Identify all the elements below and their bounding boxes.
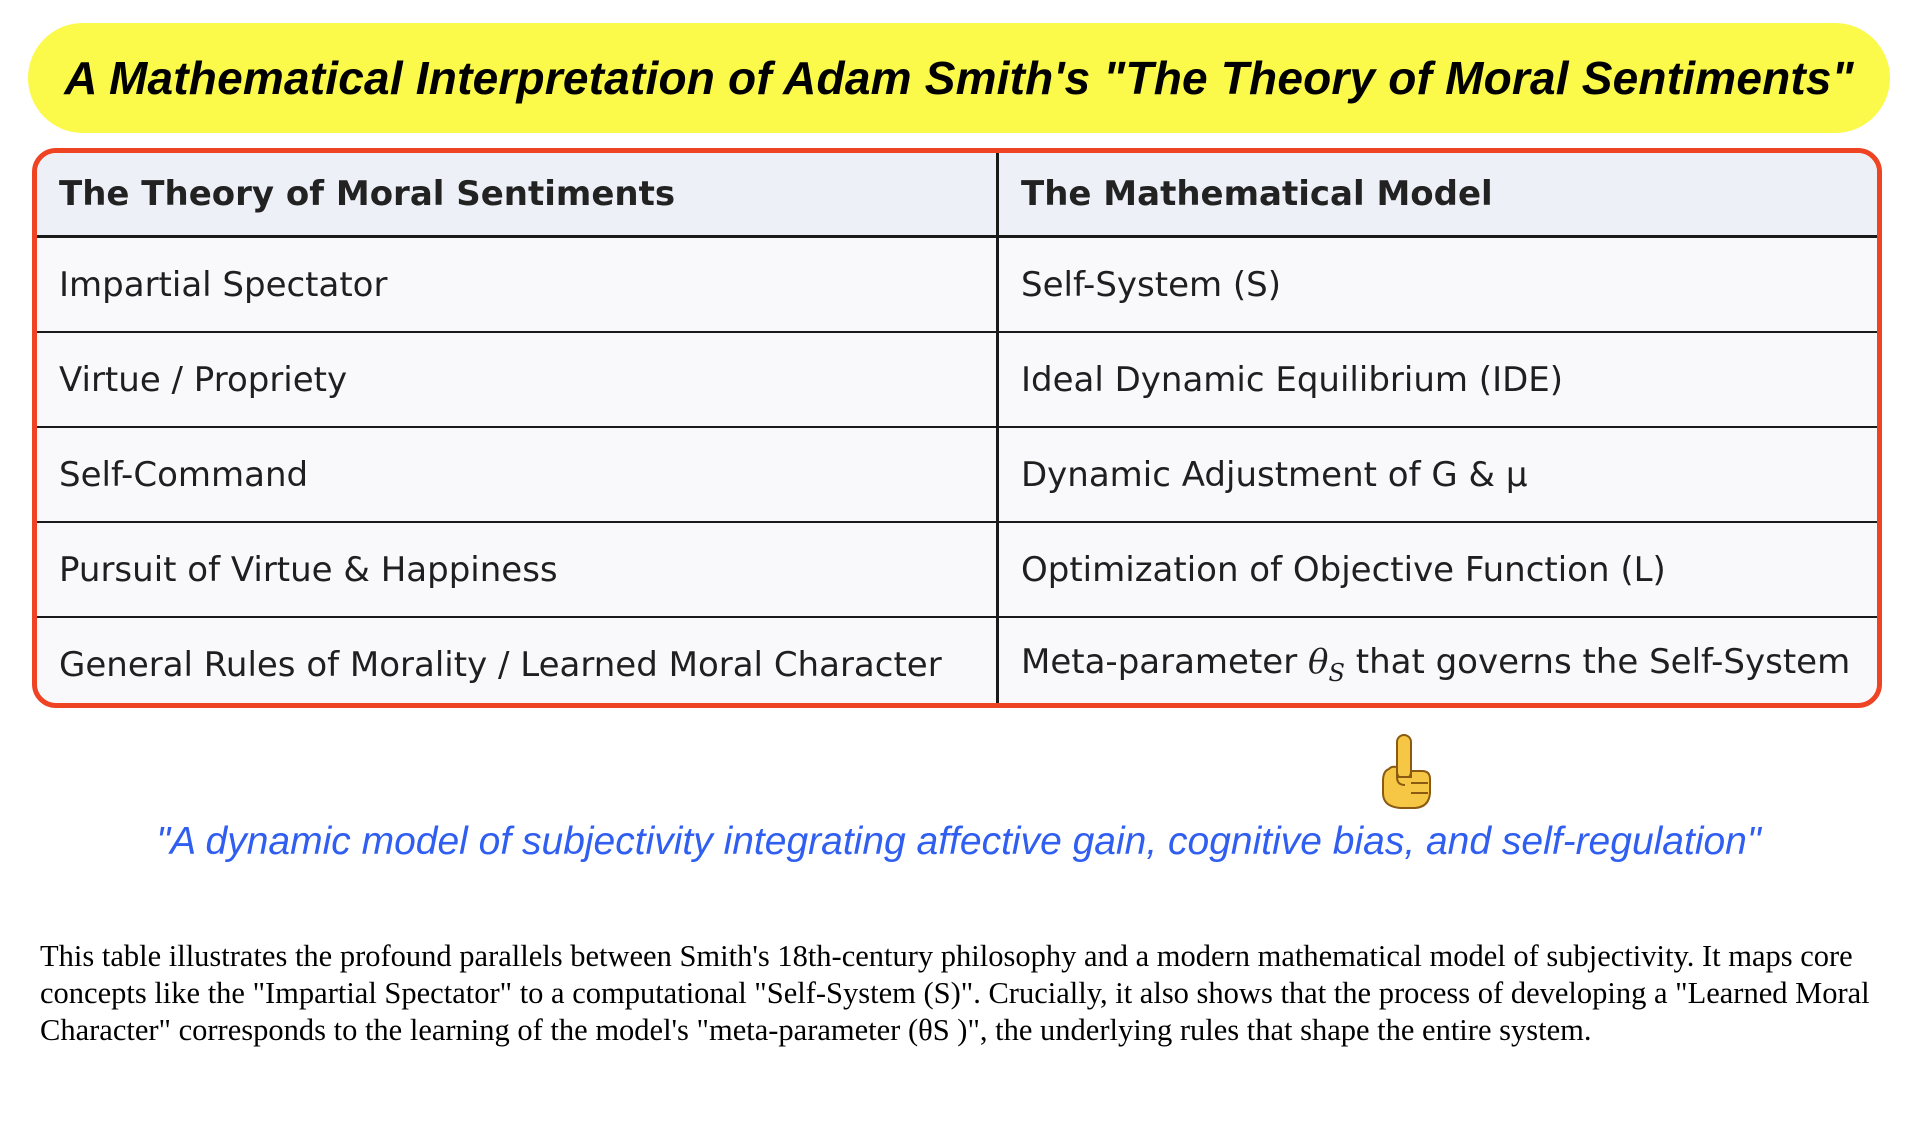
comparison-table bbox=[37, 153, 1877, 708]
page-title: A Mathematical Interpretation of Adam Smith's "The Theory of Moral Sentiments" bbox=[64, 52, 1854, 104]
row-2-concept: Virtue / Propriety bbox=[37, 332, 998, 427]
table-row bbox=[37, 617, 1877, 708]
row-3-concept: Self-Command bbox=[37, 427, 998, 522]
table-row bbox=[37, 427, 1877, 522]
row-1-model: Self-System (S) bbox=[998, 237, 1878, 333]
table-header-row bbox=[37, 153, 1877, 237]
row-2-model: Ideal Dynamic Equilibrium (IDE) bbox=[998, 332, 1878, 427]
row-4-model: Optimization of Objective Function (L) bbox=[998, 522, 1878, 617]
row-5-model-prefix: Meta-parameter bbox=[1021, 642, 1308, 682]
pointing-up-hand-icon bbox=[1375, 733, 1437, 811]
table-row bbox=[37, 237, 1877, 333]
header-model: The Mathematical Model bbox=[998, 153, 1878, 237]
comparison-table-frame bbox=[32, 148, 1882, 708]
row-5-model-suffix: that governs the Self-System bbox=[1344, 642, 1851, 682]
row-4-concept: Pursuit of Virtue & Happiness bbox=[37, 522, 998, 617]
row-1-concept: Impartial Spectator bbox=[37, 237, 998, 333]
row-5-concept: General Rules of Morality / Learned Moral Character bbox=[37, 617, 998, 708]
theta-subscript: S bbox=[1328, 659, 1345, 687]
theta-symbol: θ bbox=[1308, 642, 1329, 682]
description-paragraph: This table illustrates the profound parallels between Smith's 18th-century philosophy and a modern mathematical model of subjectivity. It maps core concepts like the "Impartial Spectator" to a computational "Self-System (S)". Crucially, it also shows that the process of developing a "Learned Moral Character" corresponds to the learning of the model's "meta-parameter (θS )", the underlying rules that shape the entire system. bbox=[40, 939, 1870, 1047]
pointer-finger bbox=[1397, 735, 1411, 779]
row-5-model bbox=[998, 617, 1878, 708]
table-row bbox=[37, 332, 1877, 427]
header-theory: The Theory of Moral Sentiments bbox=[37, 153, 998, 237]
row-3-model: Dynamic Adjustment of G & μ bbox=[998, 427, 1878, 522]
tagline-quote: "A dynamic model of subjectivity integrating affective gain, cognitive bias, and self-regulation" bbox=[156, 820, 1761, 863]
title-banner bbox=[28, 23, 1890, 133]
table-row bbox=[37, 522, 1877, 617]
